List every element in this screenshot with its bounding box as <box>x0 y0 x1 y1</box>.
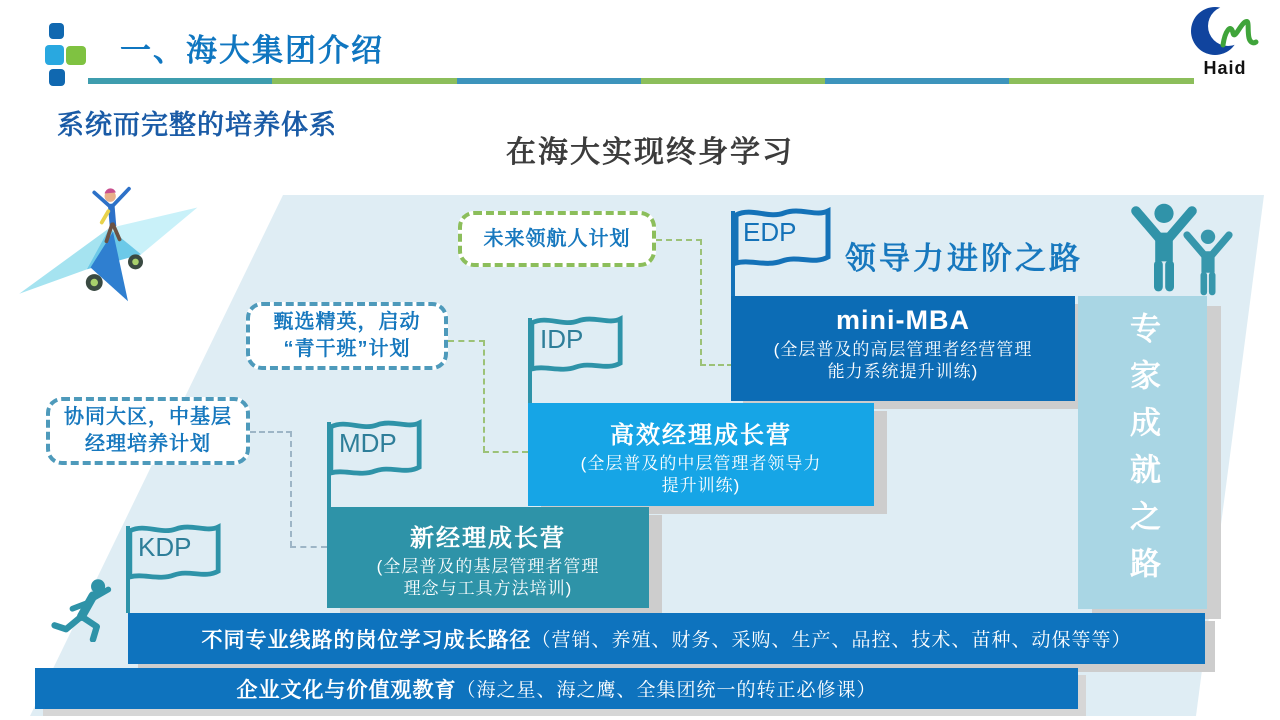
flag-label: EDP <box>743 217 797 247</box>
title-underline <box>88 78 1194 84</box>
logo-wordmark: Haid <box>1203 58 1247 78</box>
step-description-line: 理念与工具方法培训) <box>403 579 573 599</box>
underline-segment <box>272 78 456 84</box>
callout-text: 甄选精英，启动 <box>273 311 421 333</box>
step-mini-mba <box>731 296 1075 401</box>
connector-future <box>656 239 702 241</box>
header-square-dark-blue <box>49 23 64 39</box>
diagram-title: 在海大实现终身学习 <box>506 136 794 169</box>
underline-segment <box>88 78 272 84</box>
step-title: mini-MBA <box>836 305 970 335</box>
step-description-line: (全层普及的基层管理者管理 <box>376 557 600 576</box>
underline-segment <box>825 78 1009 84</box>
step-description-line: (全层普及的中层管理者领导力 <box>580 454 822 473</box>
step-description-line: 提升训练) <box>661 476 741 496</box>
haid-crescent-icon <box>1190 5 1260 57</box>
expert-path-bar <box>1078 296 1207 609</box>
base-bar-professional-paths <box>128 613 1205 664</box>
underline-segment <box>457 78 641 84</box>
callout-text: 经理培养计划 <box>85 433 211 455</box>
header-square-dark-blue-2 <box>49 69 65 86</box>
mdp-flag-icon <box>327 414 423 507</box>
step-description-line: 能力系统提升训练) <box>827 362 979 382</box>
expert-path-label: 专家成就之路 <box>1125 311 1160 594</box>
edp-flag-icon <box>731 203 833 296</box>
underline-segment <box>1009 78 1193 84</box>
idp-flag-icon <box>528 310 624 403</box>
base-bar-culture-education <box>35 668 1078 709</box>
step-description-line: (全层普及的高层管理者经营管理 <box>773 340 1033 359</box>
callout-future-pilot-plan <box>458 211 656 267</box>
step-title: 高效经理成长营 <box>610 422 792 449</box>
kdp-flag-icon <box>126 518 222 613</box>
paper-plane-illustration <box>18 170 208 320</box>
base-bar-bold-text: 不同专业线路的岗位学习成长路径 <box>201 628 532 652</box>
step-new-manager-camp <box>327 507 649 608</box>
underline-segment <box>641 78 825 84</box>
runner-icon <box>48 578 120 642</box>
connector-elite <box>448 340 485 342</box>
flag-label: IDP <box>540 324 584 354</box>
callout-elite-selection-plan <box>246 302 448 370</box>
section-subtitle: 系统而完整的培养体系 <box>57 110 337 140</box>
flag-label: KDP <box>138 532 192 562</box>
flag-label: MDP <box>339 428 397 458</box>
callout-text: 未来领航人计划 <box>483 227 631 250</box>
step-effective-manager-camp <box>528 403 874 506</box>
connector-elite <box>483 451 528 453</box>
callout-text: 协同大区，中基层 <box>64 406 232 428</box>
leadership-path-title: 领导力进阶之路 <box>845 241 1083 276</box>
connector-region <box>290 431 292 547</box>
callout-text: “青干班”计划 <box>283 338 411 360</box>
header-square-light-blue <box>45 45 64 65</box>
connector-future <box>700 364 733 366</box>
haid-logo <box>1186 5 1264 79</box>
callout-region-manager-plan <box>46 397 250 465</box>
base-bar-detail-text: （营销、养殖、财务、采购、生产、品控、技术、苗种、动保等等） <box>531 630 1132 651</box>
step-description <box>731 339 1075 383</box>
page-title: 一、海大集团介绍 <box>120 33 384 68</box>
step-title: 新经理成长营 <box>410 525 566 552</box>
base-bar-bold-text: 企业文化与价值观教育 <box>236 678 457 702</box>
base-bar-detail-text: （海之星、海之鹰、全集团统一的转正必修课） <box>456 680 877 701</box>
person-arms-up-icon-small <box>1178 224 1238 300</box>
connector-elite <box>483 340 485 452</box>
connector-future <box>700 239 702 365</box>
step-description <box>528 453 874 497</box>
connector-region <box>290 546 327 548</box>
step-description <box>327 556 649 600</box>
header-square-green <box>66 46 86 65</box>
connector-region <box>250 431 292 433</box>
